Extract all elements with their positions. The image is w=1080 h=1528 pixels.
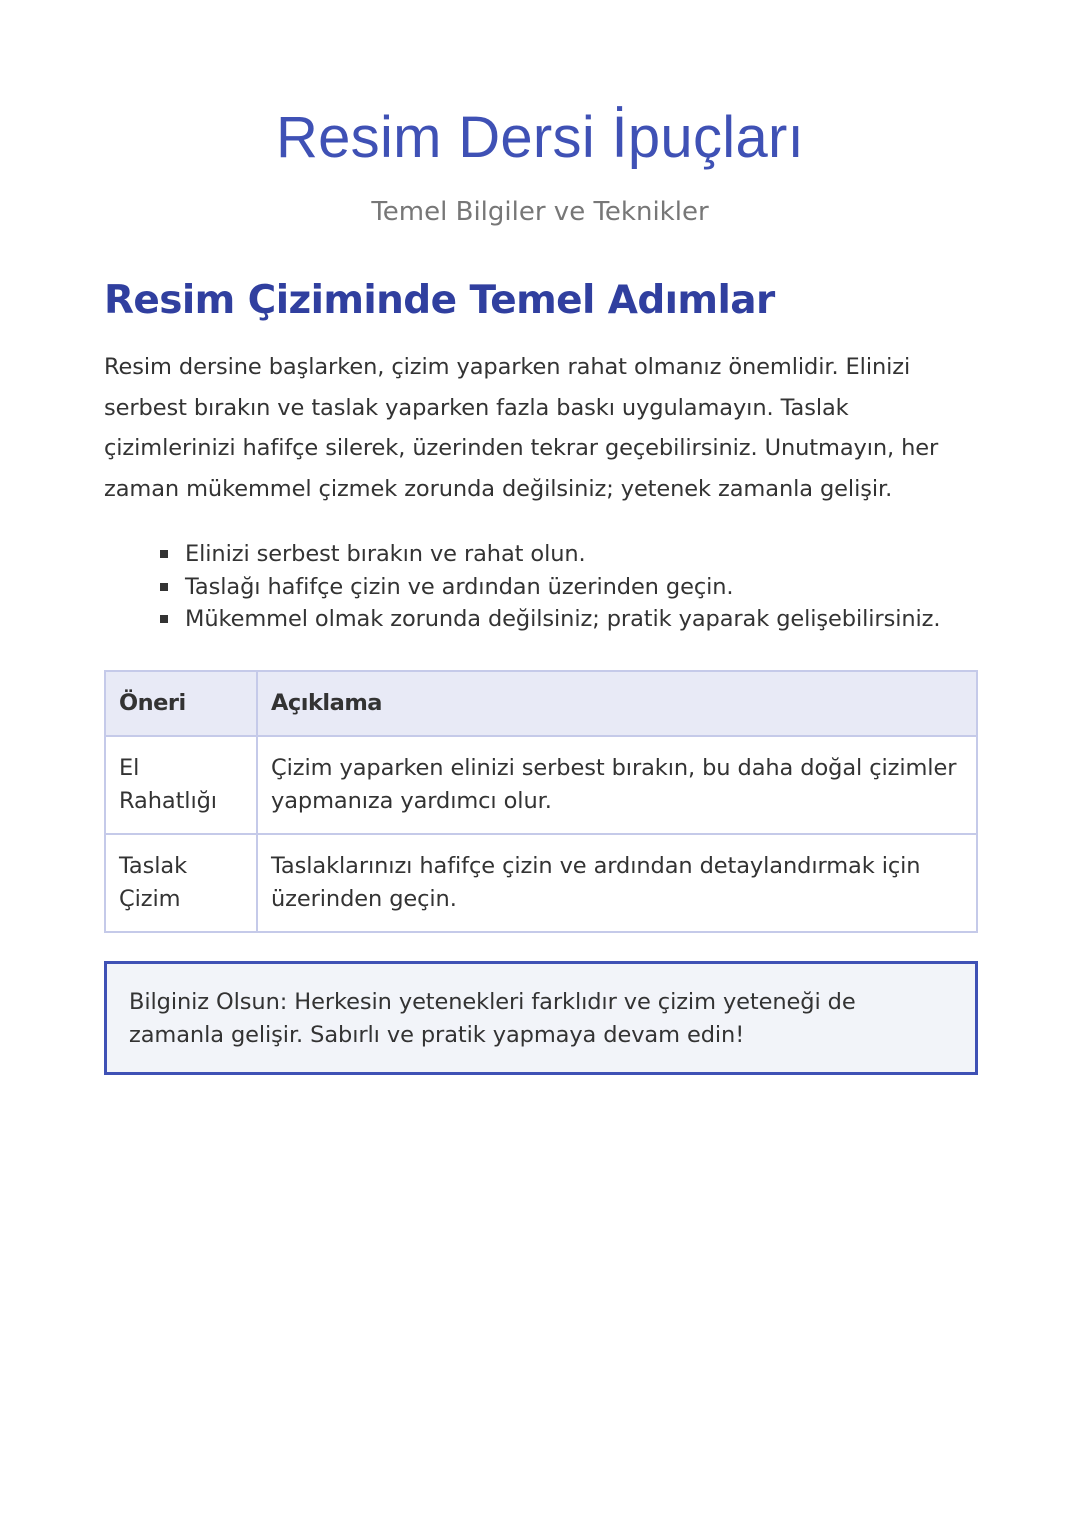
- table-row: [105, 736, 977, 834]
- table-cell: Çizim yaparken elinizi serbest bırakın, bu daha doğal çizimler yapmanıza yardımcı olur.: [257, 736, 977, 834]
- list-item-text: Elinizi serbest bırakın ve rahat olun.: [185, 541, 586, 567]
- table-header-cell: Öneri: [105, 671, 257, 736]
- table-header-cell: Açıklama: [257, 671, 977, 736]
- tips-table: [104, 670, 978, 933]
- list-item-text: Taslağı hafifçe çizin ve ardından üzerinden geçin.: [185, 573, 734, 600]
- bullet-icon: [160, 583, 168, 591]
- list-item: [104, 538, 984, 571]
- info-note-box: [104, 961, 978, 1075]
- bullet-icon: [160, 550, 168, 558]
- section-heading: Resim Çiziminde Temel Adımlar: [104, 278, 775, 323]
- list-item: [104, 603, 984, 636]
- info-note-text: Bilginiz Olsun: Herkesin yetenekleri farklıdır ve çizim yeteneği de zamanla gelişir. Sabırlı ve pratik yapmaya devam edin!: [129, 989, 856, 1048]
- table-row: [105, 834, 977, 932]
- page-subtitle: Temel Bilgiler ve Teknikler: [371, 197, 709, 227]
- table-cell: El Rahatlığı: [105, 736, 257, 834]
- page-title: Resim Dersi İpuçları: [275, 105, 805, 170]
- table-cell: Taslaklarınızı hafifçe çizin ve ardından detaylandırmak için üzerinden geçin.: [257, 834, 977, 932]
- tips-list: [104, 538, 984, 636]
- intro-paragraph: Resim dersine başlarken, çizim yaparken rahat olmanız önemlidir. Elinizi serbest bırakın ve taslak yaparken fazla baskı uygulamayın. Taslak çizimlerinizi hafifçe silerek, üzerinden tekrar geçebilirsiniz. Unutmayın, her zaman mükemmel çizmek zorunda değilsiniz; yetenek zamanla gelişir.: [104, 354, 939, 502]
- list-item: [104, 571, 984, 604]
- table-cell: Taslak Çizim: [105, 834, 257, 932]
- table-header-row: [105, 671, 977, 736]
- bullet-icon: [160, 615, 168, 623]
- list-item-text: Mükemmel olmak zorunda değilsiniz; pratik yaparak gelişebilirsiniz.: [185, 606, 941, 632]
